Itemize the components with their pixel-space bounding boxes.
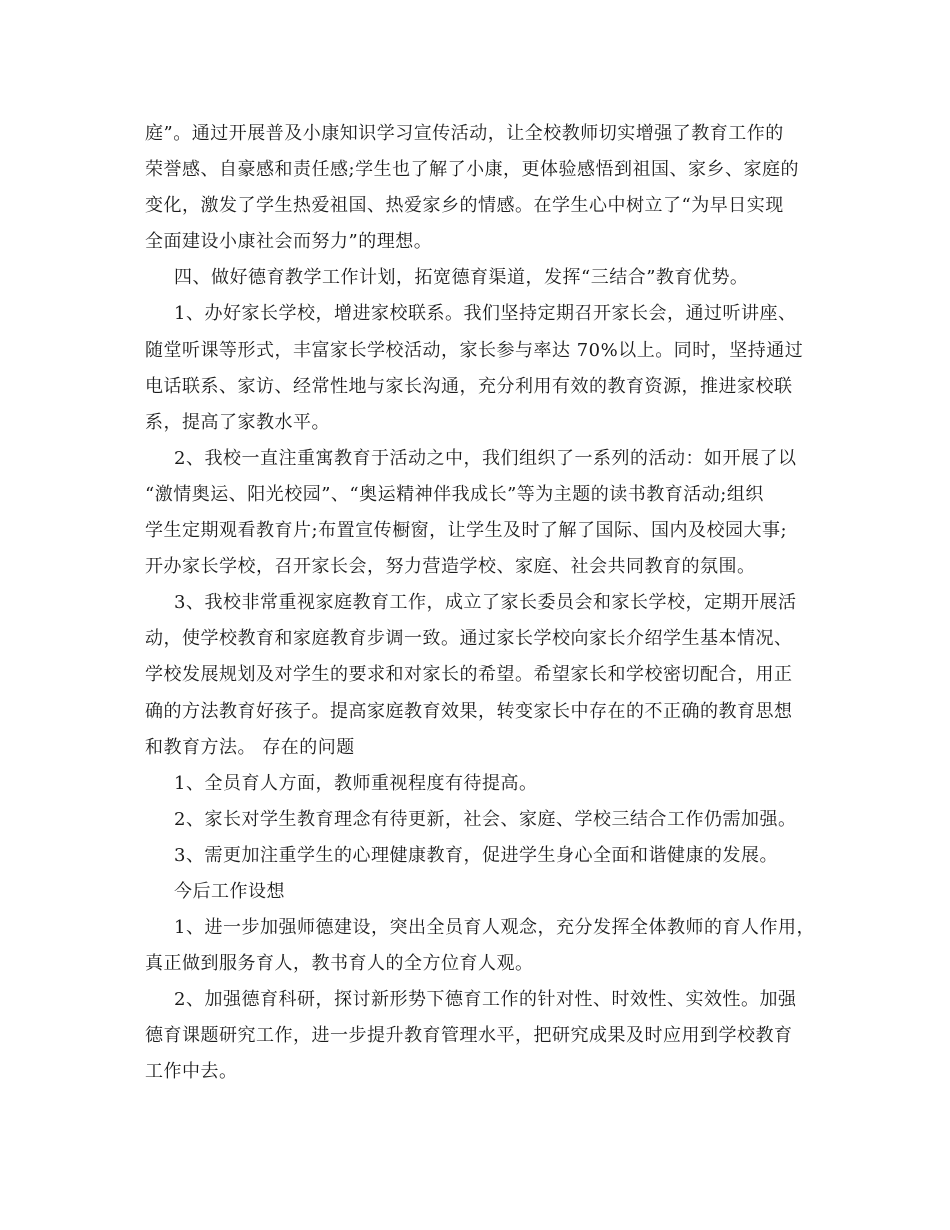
text-line: 工作中去。 bbox=[145, 1061, 238, 1083]
text-line: 庭”。通过开展普及小康知识学习宣传活动，让全校教师切实增强了教育工作的 bbox=[145, 123, 784, 144]
section-heading: 今后工作设想 bbox=[174, 880, 285, 902]
text-line: 动，使学校教育和家庭教育步调一致。通过家长学校向家长介绍学生基本情况、 bbox=[145, 628, 793, 650]
text-line: 确的方法教育好孩子。提高家庭教育效果，转变家长中存在的不正确的教育思想 bbox=[145, 700, 793, 722]
text-line: 3、我校非常重视家庭教育工作，成立了家长委员会和家长学校，定期开展活 bbox=[174, 592, 797, 614]
text-line: 德育课题研究工作，进一步提升教育管理水平，把研究成果及时应用到学校教育 bbox=[145, 1025, 793, 1047]
text-line: 荣誉感、自豪感和责任感;学生也了解了小康，更体验感悟到祖国、家乡、家庭的 bbox=[145, 159, 800, 181]
text-line: “激情奥运、阳光校园”、“奥运精神伴我成长”等为主题的读书教育活动;组织 bbox=[145, 483, 764, 505]
text-line: 电话联系、家访、经常性地与家长沟通，充分利用有效的教育资源，推进家校联 bbox=[145, 375, 793, 397]
text-line: 学生定期观看教育片;布置宣传橱窗，让学生及时了解了国际、国内及校园大事; bbox=[145, 520, 788, 542]
text-line: 真正做到服务育人，教书育人的全方位育人观。 bbox=[145, 953, 534, 975]
document-body bbox=[145, 116, 835, 1091]
text-line: 2、我校一直注重寓教育于活动之中，我们组织了一系列的活动：如开展了以 bbox=[174, 447, 797, 469]
text-line: 1、全员育人方面，教师重视程度有待提高。 bbox=[174, 772, 538, 794]
text-line: 学校发展规划及对学生的要求和对家长的希望。希望家长和学校密切配合，用正 bbox=[145, 664, 793, 686]
text-line: 全面建设小康社会而努力”的理想。 bbox=[145, 231, 433, 253]
section-heading: 四、做好德育教学工作计划，拓宽德育渠道，发挥“三结合”教育优势。 bbox=[174, 267, 749, 289]
text-line: 系，提高了家教水平。 bbox=[145, 411, 330, 433]
text-line: 随堂听课等形式，丰富家长学校活动，家长参与率达 70%以上。同时，坚持通过 bbox=[145, 339, 804, 361]
text-line: 3、需更加注重学生的心理健康教育，促进学生身心全面和谐健康的发展。 bbox=[174, 844, 778, 866]
text-line: 开办家长学校，召开家长会，努力营造学校、家庭、社会共同教育的氛围。 bbox=[145, 556, 756, 578]
text-line: 变化，激发了学生热爱祖国、热爱家乡的情感。在学生心中树立了“为早日实现 bbox=[145, 195, 784, 217]
text-line: 2、家长对学生教育理念有待更新，社会、家庭、学校三结合工作仍需加强。 bbox=[174, 808, 797, 830]
text-line: 1、进一步加强师德建设，突出全员育人观念，充分发挥全体教师的育人作用， bbox=[174, 917, 815, 939]
text-line: 和教育方法。 存在的问题 bbox=[145, 736, 355, 758]
text-line: 2、加强德育科研，探讨新形势下德育工作的针对性、时效性、实效性。加强 bbox=[174, 989, 797, 1011]
text-line: 1、办好家长学校，增进家校联系。我们坚持定期召开家长会，通过听讲座、 bbox=[174, 303, 797, 325]
